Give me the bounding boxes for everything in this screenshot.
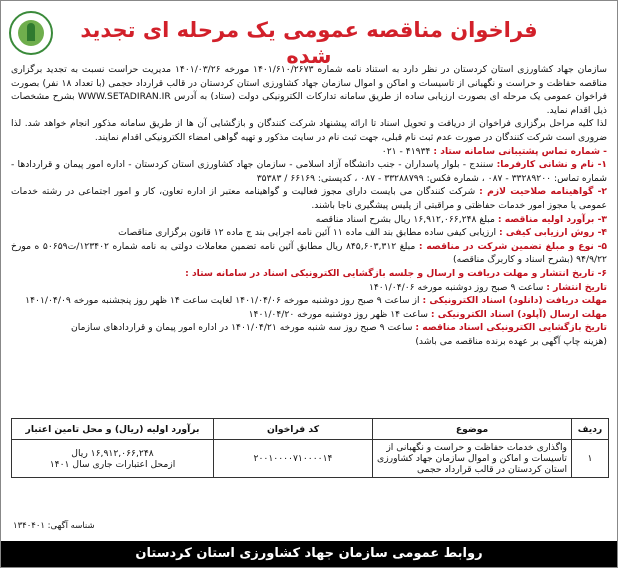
- footer-banner: روابط عمومی سازمان جهاد کشاورزی استان کردستان: [1, 541, 617, 567]
- cost-note: (هزینه چاپ آگهی بر عهده برنده مناقصه می باشد): [415, 335, 607, 347]
- estimate-cell: [12, 440, 214, 478]
- section-certificate: [11, 185, 607, 212]
- col-code-header: کد فراخوان: [214, 419, 373, 440]
- section-employer-label: ۱- نام و نشانی کارفرما:: [496, 159, 608, 171]
- section-guarantee-label: ۵- نوع و مبلغ تضمین شرکت در مناقصه :: [418, 240, 607, 252]
- subject-cell: واگذاری خدمات حفاظت و حراست و نگهبانی از تاسیسات و اماکن و اموال سازمان جهاد کشاورزی استان کردستان در قالب قرارداد حجمی: [373, 440, 572, 478]
- notice-id: شناسه آگهی: ۱۳۴۰۴۰۱: [13, 521, 95, 531]
- section-employer-text: سنندج - بلوار پاسداران - جنب دانشگاه آزاد اسلامی - سازمان جهاد کشاورزی استان کردستان - اداره امور پیمان و قراردادها - شماره تماس: ۳۳۲۸۹۲۰۰ - ۰۸۷ ، شماره فکس: ۳۳۲۸۸۷۹۹ - ۰۸۷ ، کدپستی: ۶۶۱۶۹ / ۳۵۳۸۳: [11, 159, 607, 184]
- col-estimate-header: برآورد اولیه (ریال) و محل تامین اعتبار: [12, 419, 214, 440]
- section-guarantee-text: مبلغ ۸۴۵,۶۰۳,۳۱۲ ریال مطابق آئین نامه تضمین معاملات دولتی به نامه شماره ۱۲۳۴۰۲/ت۵۰۶۵۹ ه مورخ ۹۴/۹/۲۲ (بشرح اسناد و کاربرگ مناقصه): [11, 240, 607, 266]
- wheat-emblem-icon: [18, 20, 44, 46]
- row-no-cell: ۱: [572, 440, 609, 478]
- estimate-amount: ۱۶,۹۱۲,۰۶۶,۲۴۸ ریال: [71, 447, 154, 459]
- download-deadline-label: مهلت دریافت (دانلود) اسناد الکترونیکی :: [422, 295, 607, 307]
- notice-body: [11, 63, 607, 348]
- note-paragraph: لذا کلیه مراحل برگزاری فراخوان از دریافت و تحویل اسناد تا ارائه پیشنهاد شرکت کنندگان و بازگشایی آن ها از طریق سامانه مذکور انجام خواهد شد. لذا ضروری است شرکت کنندگان در صورت عدم ثبت نام قبلی، جهت ثبت نام در سایت مذکور و تهیه گواهی امضاء الکترونیکی اقدام نمایند.: [11, 118, 607, 143]
- opening-date-line: [11, 321, 607, 335]
- upload-deadline-label: مهلت ارسال (آپلود) اسناد الکترونیکی :: [430, 308, 607, 320]
- section-guarantee: [11, 240, 607, 267]
- opening-date-label: تاریخ بازگشایی الکترونیکی اسناد مناقصه :: [415, 322, 607, 334]
- publish-date-label: تاریخ انتشار :: [546, 281, 607, 293]
- upload-deadline-line: [11, 308, 607, 322]
- notice-title: فراخوان مناقصه عمومی یک مرحله ای تجدید شده: [80, 18, 538, 68]
- download-deadline-text: از ساعت ۹ صبح روز دوشنبه مورخه ۱۴۰۱/۰۴/۰۶ لغایت ساعت ۱۴ ظهر روز پنجشنبه مورخه ۱۴۰۱/۰۴/۰۹: [25, 295, 420, 307]
- contact-label: - شماره تماس پشتیبانی سامانه ستاد :: [433, 145, 607, 157]
- section-employer: [11, 158, 607, 185]
- section-evaluation-text: ارزیابی کیفی ساده مطابق بند الف ماده ۱۱ آئین نامه اجرایی بند ج ماده ۱۲ قانون برگزاری مناقصات: [118, 227, 497, 239]
- section-certificate-label: ۲- گواهینامه صلاحیت لازم :: [479, 186, 608, 198]
- download-deadline-line: [11, 294, 607, 308]
- tender-table: [11, 418, 609, 478]
- section-estimate-text: مبلغ ۱۶,۹۱۲,۰۶۶,۲۴۸ ریال بشرح اسناد مناقصه: [315, 213, 495, 225]
- section-evaluation-label: ۴- روش ارزیابی کیفی :: [499, 227, 607, 239]
- section-schedule-label: ۶- تاریخ انتشار و مهلت دریافت و ارسال و جلسه بازگشایی الکترونیکی اسناد در سامانه ستاد :: [185, 267, 607, 279]
- section-estimate: [11, 213, 607, 227]
- col-subject-header: موضوع: [373, 419, 572, 440]
- funding-source: ازمحل اعتبارات جاری سال ۱۴۰۱: [49, 458, 176, 470]
- upload-deadline-text: ساعت ۱۴ ظهر روز دوشنبه مورخه ۱۴۰۱/۰۴/۲۰: [248, 308, 428, 320]
- section-certificate-text: شرکت کنندگان می بایست دارای مجوز فعالیت و گواهینامه معتبر از اداره تعاون، کار و امور اجتماعی در رشته خدمات عمومی یا مجوز امور خدمات حفاظتی و مراقبتی از پلیس پیشگیری ناجا باشند.: [11, 186, 607, 211]
- section-estimate-label: ۳- برآورد اولیه مناقصه :: [497, 213, 607, 225]
- section-evaluation: [11, 226, 607, 240]
- publish-date-line: [11, 281, 607, 295]
- code-cell: ۲۰۰۱۰۰۰۰۷۱۰۰۰۰۱۴: [214, 440, 373, 478]
- notice-header: [1, 1, 617, 68]
- contact-value: ۴۱۹۳۴ - ۰۲۱: [381, 145, 431, 157]
- table-header-row: [12, 419, 609, 440]
- table-row: [12, 440, 609, 478]
- opening-date-text: ساعت ۹ صبح روز سه شنبه مورخه ۱۴۰۱/۰۴/۲۱ در اداره امور پیمان و قراردادهای سازمان: [70, 322, 413, 334]
- publish-date-text: ساعت ۹ صبح روز دوشنبه مورخه ۱۴۰۱/۰۴/۰۶: [368, 281, 544, 293]
- col-row-no-header: ردیف: [572, 419, 609, 440]
- ministry-logo-icon: [9, 11, 53, 55]
- intro-paragraph: سازمان جهاد کشاورزی استان کردستان در نظر دارد به استناد نامه شماره ۱۴۰۱/۶۱۰/۲۶۷۳ مورخه ۱۴۰۱/۰۳/۲۶ مدیریت حراست نسبت به تجدید برگزاری مناقصه حفاظت و حراست و نگهبانی از تاسیسات و اماکن و اموال سازمان جهاد کشاورزی استان کردستان در قالب قرارداد حجمی (با تعداد ۱۸ نفر) بصورت فراخوان عمومی یک مرحله ای بصورت ارزیابی ساده از طریق سامانه تدارکات الکترونیکی دولت (ستاد) به آدرس WWW.SETADIRAN.IR بشرح مشخصات ذیل اقدام نماید.: [11, 64, 608, 116]
- contact-line: [11, 145, 607, 159]
- section-schedule: [11, 267, 607, 281]
